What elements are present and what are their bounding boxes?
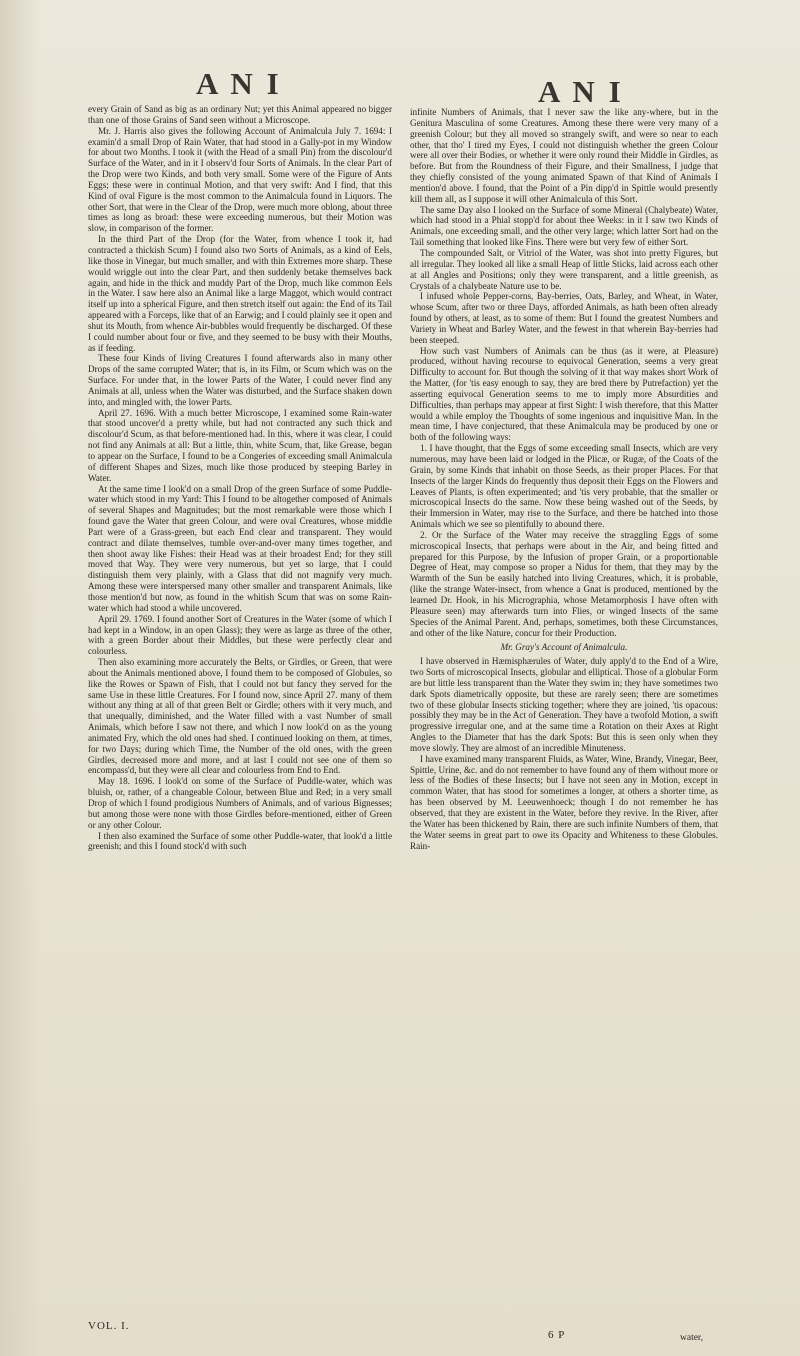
paragraph: In the third Part of the Drop (for the Water, from whence I took it, had contracted a thickish Scum) I found also two Sorts of Animals, as a kind of Eels, like those in Vinegar, but much smaller, and with thin Extremes more sharp. These would wriggle out into the clear Part, and then suddenly betake themselves back again, and hide in the thick and muddy Part of the Drop, much like common Eels in the Water. I saw here also an Animal like a large Maggot, which would contract itself up into a spherical Figure, and then stretch itself out again: the End of its Tail appeared with a Forceps, like that of an Earwig; and I could plainly see it open and shut its Mouth, from whence Air-bubbles would frequently be discharged. Of these I could number about four or five, and they seemed to be busy with their Mouths, as if feeding.	[88, 234, 392, 353]
signature-mark: 6 P	[548, 1329, 566, 1341]
paragraph: At the same time I look'd on a small Drop of the green Surface of some Puddle-water which stood in my Yard: This I found to be altogether composed of Animals of several Shapes and Magnitudes; but the most remarkable were those which I found gave the Water that green Colour, and were oval Creatures, whose middle Part were of a Grass-green, but each End clear and transparent. They would contract and dilate themselves, tumble over-and-over many times together, and then shoot away like Fishes: their Head was at their broadest End; for they still moved that Way. They were very numerous, but yet so large, that I could distinguish them very plainly, with a Glass that did not magnify very much. Among these were interspersed many other smaller and transparent Animals, like those mention'd but now, as found in the whitish Scum that was on some Rain-water which had stood a while uncovered.	[88, 483, 392, 613]
right-column	[410, 107, 718, 851]
paragraph: April 27. 1696. With a much better Microscope, I examined some Rain-water that stood uncover'd a pretty while, but had not contracted any such thick and discolour'd Scum, as that before-mentioned had. In this, where it was clear, I could not find any Animals at all: But a little, thin, white Scum, that, like Grease, began to appear on the Surface, I found to be a Congeries of exceeding small Animalcula of different Shapes and Sizes, much like those produced by steeping Barley in Water.	[88, 407, 392, 483]
paragraph: May 18. 1696. I look'd on some of the Surface of Puddle-water, which was bluish, or, rather, of a changeable Colour, between Blue and Red; in a very small Drop of which I found prodigious Numbers of Animals, and of various Bignesses; but among those were none with those Girdles before-mentioned, either of Green or any other Colour.	[88, 776, 392, 830]
paragraph: The same Day also I looked on the Surface of some Mineral (Chalybeate) Water, which had stood in a Phial stopp'd for about thee Weeks: in it I saw two Kinds of Animals, one exceeding small, and the other very large; which latter Sort had on the Tail something that looked like Fins. There were but very few of either Sort.	[410, 204, 718, 248]
paragraph: 1. I have thought, that the Eggs of some exceeding small Insects, which are very numerous, may have been laid or lodged in the Plicæ, or Rugæ, of the Coats of the Grain, by some Kinds that inhabit on those Seeds, as their proper Places. For that Insects of the larger Kinds do frequently thus deposit their Eggs on the Flowers and Leaves of Plants, is often experimented; and 'tis very probable, that the smaller or microscopical Insects do the same. Now these being washed out of the Seeds, by their Immersion in Water, may rise to the Surface, and there be hatched into those Animals which we see so plentifully to abound there.	[410, 443, 718, 530]
paragraph: I then also examined the Surface of some other Puddle-water, that look'd a little greenish; and this I found stock'd with such	[88, 830, 392, 852]
paragraph: I have observed in Hæmisphærules of Water, duly apply'd to the End of a Wire, two Sorts of microscopical Insects, globular and elliptical. Those of a globular Form are but little less transparent than the Water they swim in; they have sometimes two dark Spots diametrically opposite, but these are rarely seen; there are sometimes two of these globular Insects sticking together; where they are joined, 'tis opacous: possibly they may be in the Act of Generation. They have a twofold Motion, a swift progressive irregular one, and at the same time a Rotation on their Axes at Right Angles to the Diameter that has the dark Spots: But this is seen only when they move slowly. They are almost of an incredible Minuteness.	[410, 656, 718, 753]
paragraph: every Grain of Sand as big as an ordinary Nut; yet this Animal appeared no bigger than one of those Grains of Sand seen without a Microscope.	[88, 104, 392, 125]
running-head-left: A N I	[196, 66, 282, 101]
binding-gutter	[0, 0, 40, 1356]
paragraph: April 29. 1769. I found another Sort of Creatures in the Water (some of which I had kept in a Window, in an open Glass); they were as large as three of the other, with a green Border about their Middles, but these were perfectly clear and colourless.	[88, 613, 392, 657]
running-head-right: A N I	[538, 74, 624, 109]
paragraph: I infused whole Pepper-corns, Bay-berries, Oats, Barley, and Wheat, in Water, whose Scum, after two or three Days, afforded Animals, as hath been often already found by others, at least, as to some of them: But I found the greatest Numbers and Variety in Wheat and Barley Water, and the fewest in that wherein Bay-berries had been steeped.	[410, 291, 718, 345]
left-column	[88, 104, 392, 852]
paragraph: I have examined many transparent Fluids, as Water, Wine, Brandy, Vinegar, Beer, Spittle, Urine, &c. and do not remember to have found any of them without more or less of the Bodies of these Insects; but I have not seen any in Motion, except in common Water, that has stood for sometimes a longer, at others a shorter time, as has been observed by M. Leeuwenhoeck; though I do not remember he has observed, that they are existent in the Water, before they revive. In the River, after the Water has been thickened by Rain, there are such infinite Numbers of them, that the Water seems in great part to owe its Opacity and Whiteness to these Globules. Rain-	[410, 753, 718, 851]
paragraph: 2. Or the Surface of the Water may receive the straggling Eggs of some microscopical Insects, that perhaps were about in the Air, and being fitted and prepared for this Purpose, by the Infusion of proper Grain, or a proportionable Degree of Heat, may compose so proper a Nidus for them, that they may by the Warmth of the Sun be easily hatched into living Creatures, which, it is probable, (like the strange Water-insect, from whence a Gnat is produced, mentioned by the learned Dr. Hook, in his Micrographia, whose Metamorphosis I have often with Pleasure seen) may afterwards turn into Flies, or winged Insects of the same Species of the Animal Parent. And, perhaps, sometimes, both these Circumstances, and other of the like Nature, concur for their Production.	[410, 529, 718, 638]
volume-number: VOL. I.	[88, 1320, 130, 1332]
section-heading: Mr. Gray's Account of Animalcula.	[500, 642, 628, 653]
catchword: water,	[680, 1333, 704, 1343]
paragraph: infinite Numbers of Animals, that I never saw the like any-where, but in the Genitura Masculina of some Creatures. Among these there were very many of a greenish Colour; but they all moved so strangely swift, and were so near to each other, that tho' I tired my Eyes, I could not distinguish whether the green Colour were all over their Bodies, or whether it were only round their Middle in Girdles, as before. But from the Roundness of their Figure, and their Smallness, I judge that they chiefly consisted of the young animated Spawn of that Kind of Animals I mention'd above. I found, that the Point of a Pin dipp'd in Spittle would presently kill them all, as I suppose it will other Animalcula of this Sort.	[410, 107, 718, 204]
paragraph: Mr. J. Harris also gives the following Account of Animalcula July 7. 1694: I examin'd a small Drop of Rain Water, that had stood in a Gally-pot in my Window for about two Months. I took it (with the Head of a small Pin) from the discolour'd Surface of the Water, and in it I observ'd four Sorts of Animals. In the clear Part of the Drop were two Kinds, and both very small. Some were of the Figure of Ants Eggs; these were in continual Motion, and that very swift: And I find, that this Kind of oval Figure is the most common to the Animalcula found in Liquors. The other Sort, that were in the Clear of the Drop, were much more oblong, about three times as long as broad: these were exceeding numerous, but their Motion was slow, in comparison of the former.	[88, 125, 392, 234]
paragraph: These four Kinds of living Creatures I found afterwards also in many other Drops of the same corrupted Water; that is, in its Film, or Scum which was on the Surface. For under that, in the lower Parts of the Water, I could never find any Animals at all, unless when the Water was disturbed, and the Surface shaken down into, and mingled with, the lower Parts.	[88, 353, 392, 407]
paragraph: The compounded Salt, or Vitriol of the Water, was shot into pretty Figures, but all irregular. They looked all like a small Heap of little Sticks, laid across each other at all Angles and Positions; only they were transparent, and a little greenish, as Crystals of a chalybeate Nature use to be.	[410, 247, 718, 291]
paragraph: How such vast Numbers of Animals can be thus (as it were, at Pleasure) produced, without having recourse to equivocal Generation, seems a very great Difficulty to account for. But though the solving of it that way makes short Work of the Matter, (for 'tis easy enough to say, they are bred there by Putrefaction) yet the asserting equivocal Generation seems to me to imply more Absurdities and Difficulties, than perhaps may appear at first Sight: I wish therefore, that this Matter would a while employ the Thoughts of some ingenious and inquisitive Man. In the mean time, I have conjectured, that these Animalcula may be produced by one or both of the following ways:	[410, 345, 718, 443]
paragraph: Then also examining more accurately the Belts, or Girdles, or Green, that were about the Animals mentioned above, I found them to be composed of Globules, so like the Rowes or Spawn of Fish, that I could not but fancy they served for the same Use in these little Creatures. For I found now, since April 27. many of them without any thing at all of that green Belt or Girdle; others with it very much, and that unequally, diminished, and the Water filled with a vast Number of small Animals, which before I saw not there, and which I now look'd on as the young animated Fry, which the old ones had shed. I continued looking on them, at times, for two Days; during which Time, the Number of the old ones, with the green Girdles, decreased more and more, and at last I could not see one of them so encompass'd, but they were all clear and colourless from End to End.	[88, 657, 392, 776]
